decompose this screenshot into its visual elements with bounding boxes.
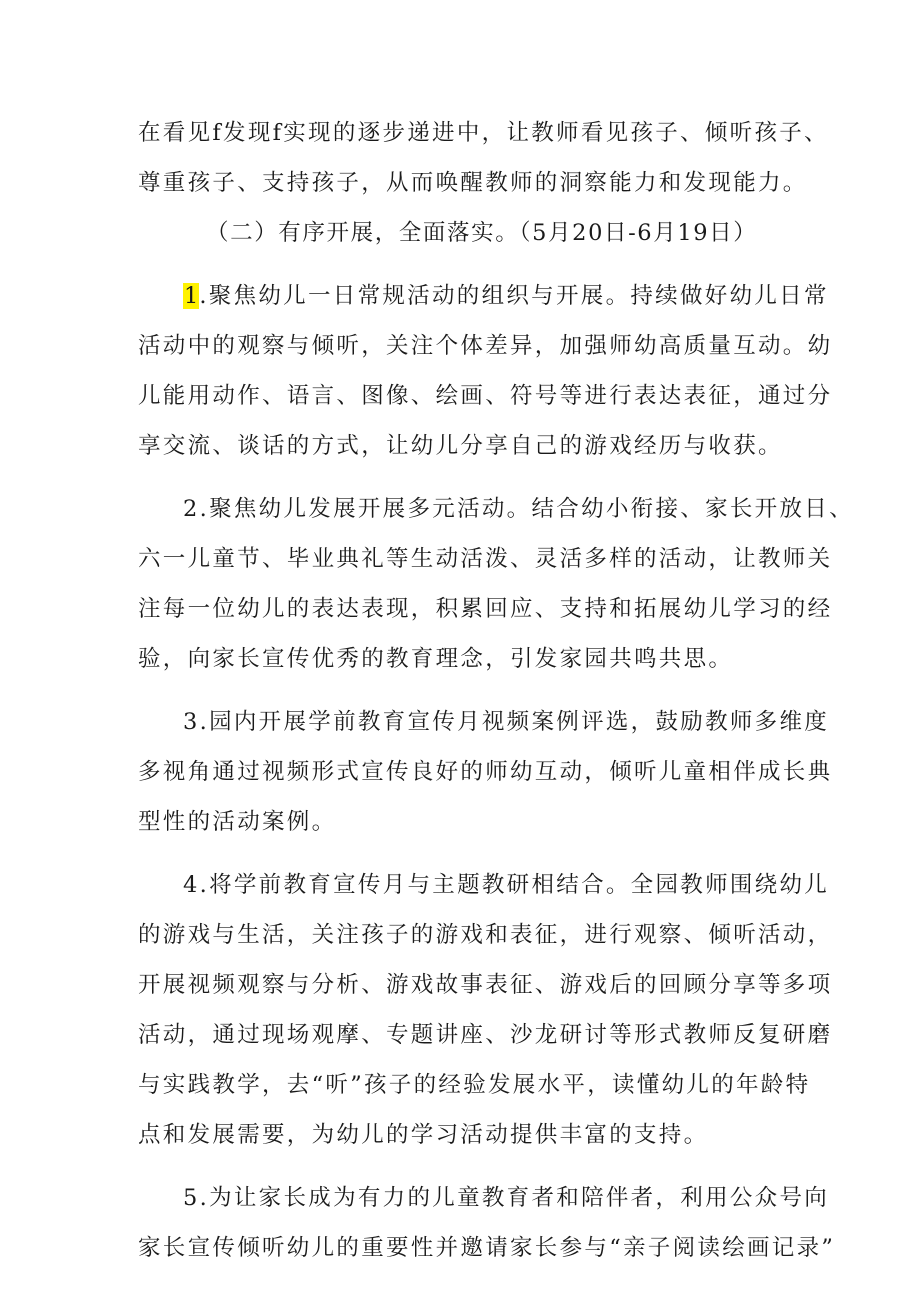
item-text: .将学前教育宣传月与主题教研相结合。全园教师围绕幼儿 (199, 872, 830, 898)
text-line: 在看见f发现f实现的逐步递进中，让教师看见孩子、倾听孩子、 (138, 120, 829, 146)
item-text: .园内开展学前教育宣传月视频案例评选，鼓励教师多维度 (199, 709, 830, 735)
text-line: 注每一位幼儿的表达表现，积累回应、支持和拓展幼儿学习的经 (138, 596, 833, 622)
intro-paragraph (138, 108, 829, 208)
text-line (138, 484, 854, 534)
text-line: 活动中的观察与倾听，关注个体差异，加强师幼高质量互动。幼 (138, 333, 833, 359)
text-line: 开展视频观察与分析、游戏故事表征、游戏后的回顾分享等多项 (138, 972, 833, 998)
text-line (138, 1173, 830, 1223)
text-line: 点和发展需要，为幼儿的学习活动提供丰富的支持。 (138, 1122, 709, 1148)
section-heading: （二）有序开展，全面落实。（5月20日-6月19日） (206, 220, 758, 246)
item-number-highlighted: 1 (184, 283, 199, 309)
item-number: 5 (183, 1185, 200, 1211)
text-line: 家长宣传倾听幼儿的重要性并邀请家长参与“亲子阅读绘画记录” (138, 1235, 836, 1261)
list-item-2 (138, 484, 854, 684)
text-line: 的游戏与生活，关注孩子的游戏和表征，进行观察、倾听活动， (138, 922, 833, 948)
text-line: 验，向家长宣传优秀的教育理念，引发家园共鸣共思。 (138, 646, 734, 672)
text-line (138, 697, 830, 747)
list-item-1 (138, 271, 833, 471)
text-line: 儿能用动作、语言、图像、绘画、符号等进行表达表征，通过分 (138, 383, 833, 409)
text-line: 型性的活动案例。 (138, 809, 337, 835)
list-item-5 (138, 1173, 836, 1273)
item-text: .聚焦幼儿一日常规活动的组织与开展。持续做好幼儿日常 (199, 283, 829, 309)
text-line: 多视角通过视频形式宣传良好的师幼互动，倾听儿童相伴成长典 (138, 759, 833, 785)
text-line: 尊重孩子、支持孩子，从而唤醒教师的洞察能力和发现能力。 (138, 170, 808, 196)
item-number: 3 (183, 709, 200, 735)
text-line: 与实践教学，去“听”孩子的经验发展水平，读懂幼儿的年龄特 (138, 1072, 811, 1098)
text-line (138, 860, 830, 910)
item-number: 4 (183, 872, 200, 898)
text-line: 六一儿童节、毕业典礼等生动活泼、灵活多样的活动，让教师关 (138, 546, 833, 572)
item-text: .为让家长成为有力的儿童教育者和陪伴者，利用公众号向 (199, 1185, 830, 1211)
item-text: .聚焦幼儿发展开展多元活动。结合幼小衔接、家长开放日、 (199, 496, 854, 522)
list-item-4 (138, 860, 833, 1160)
list-item-3 (138, 697, 833, 847)
text-line (138, 271, 829, 321)
item-number: 2 (183, 496, 200, 522)
text-line: 享交流、谈话的方式，让幼儿分享自己的游戏经历与收获。 (138, 433, 783, 459)
text-line: 活动，通过现场观摩、专题讲座、沙龙研讨等形式教师反复研磨 (138, 1022, 833, 1048)
